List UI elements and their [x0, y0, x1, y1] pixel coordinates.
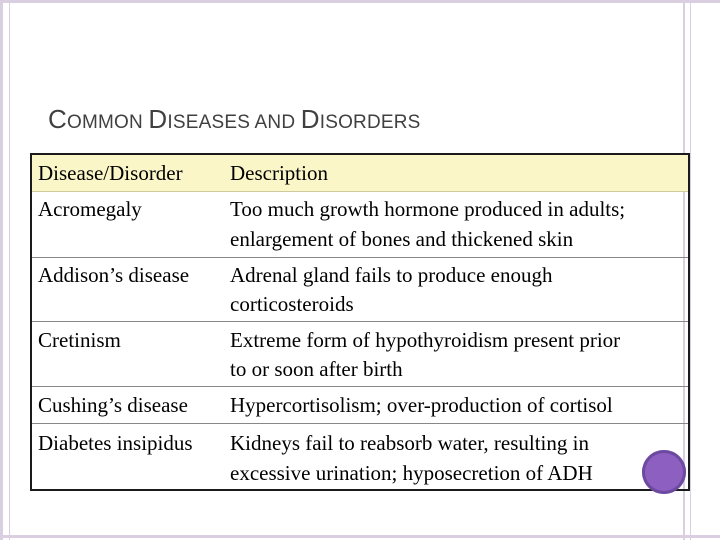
- row-disease: Cretinism: [38, 328, 121, 352]
- row-divider: [32, 423, 688, 424]
- title-part: D: [148, 104, 168, 134]
- frame-left-inner-line: [9, 0, 10, 540]
- row-divider: [32, 321, 688, 322]
- header-description: Description: [230, 161, 328, 185]
- row-description-line: enlargement of bones and thickened skin: [230, 227, 574, 251]
- title-part: C: [48, 104, 67, 134]
- row-description-line: Adrenal gland fails to produce enough: [230, 263, 553, 287]
- row-disease: Addison’s disease: [38, 263, 190, 287]
- slide-title: [48, 104, 421, 135]
- row-description-line: corticosteroids: [230, 292, 354, 316]
- row-disease: Acromegaly: [38, 197, 142, 221]
- row-description-line: Too much growth hormone produced in adults;: [230, 197, 626, 221]
- frame-top-line: [0, 0, 720, 3]
- row-divider: [32, 386, 688, 387]
- title-part: ISEASES AND: [167, 112, 301, 133]
- row-disease: Cushing’s disease: [38, 393, 188, 417]
- row-description-line: Kidneys fail to reabsorb water, resulting in: [230, 431, 589, 455]
- row-disease: Diabetes insipidus: [38, 431, 193, 455]
- frame-right-inner-line: [690, 0, 691, 540]
- row-description-line: to or soon after birth: [230, 357, 403, 381]
- frame-left-line: [0, 0, 3, 540]
- row-description-line: excessive urination; hyposecretion of ADH: [230, 461, 593, 485]
- title-part: ISORDERS: [319, 112, 421, 133]
- frame-bottom-line: [0, 535, 720, 538]
- row-description-line: Hypercortisolism; over-production of cortisol: [230, 393, 613, 417]
- title-part: OMMON: [66, 112, 149, 133]
- row-divider: [32, 257, 688, 258]
- header-disease: Disease/Disorder: [38, 161, 183, 185]
- row-description-line: Extreme form of hypothyroidism present prior: [230, 328, 621, 352]
- disease-table: [30, 153, 690, 491]
- decorative-circle: [642, 450, 686, 494]
- table-header-row: [32, 155, 688, 192]
- title-part: D: [300, 104, 320, 134]
